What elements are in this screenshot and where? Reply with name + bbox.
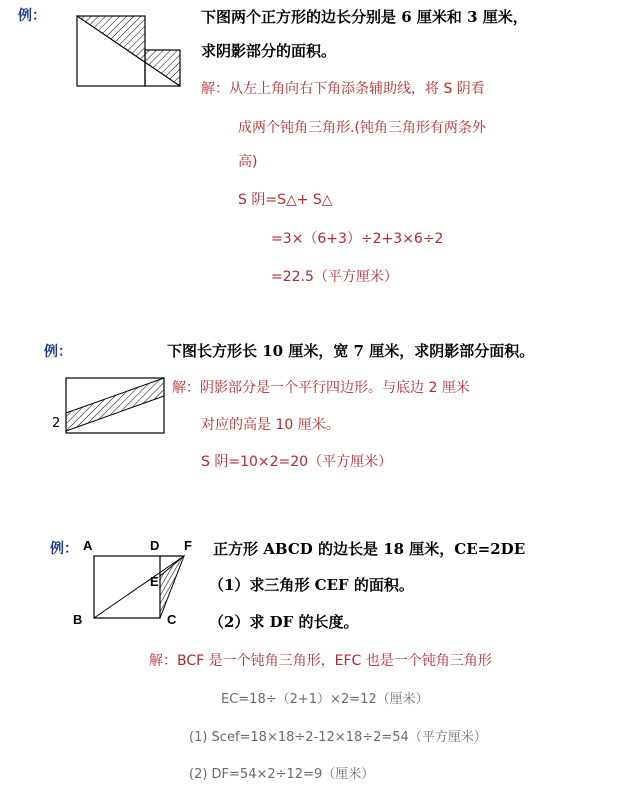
ex1-problem-line2: 求阴影部分的面积。 — [201, 42, 337, 60]
ex1-solution-line4: S 阴=S△+ S△ — [238, 192, 333, 208]
ex3-question1: （1）求三角形 CEF 的面积。 — [209, 576, 414, 594]
point-a-label: A — [83, 538, 93, 553]
point-c-label: C — [167, 612, 177, 627]
point-b-label: B — [73, 612, 83, 627]
shaded-parallelogram — [66, 378, 164, 431]
ex2-solution-line2: 对应的高是 10 厘米。 — [201, 417, 340, 433]
square-abcd — [94, 556, 160, 618]
ex3-solution-line3: (1) Scef=18×18÷2-12×18÷2=54（平方厘米） — [189, 730, 487, 745]
ex2-solution-line3: S 阴=10×2=20（平方厘米） — [201, 454, 393, 470]
ex3-label: 例： — [50, 541, 78, 557]
ex1-problem-line1: 下图两个正方形的边长分别是 6 厘米和 3 厘米， — [201, 8, 528, 26]
ex1-solution-line5: =3×（6+3）÷2+3×6÷2 — [271, 231, 444, 247]
ex3-problem: 正方形 ABCD 的边长是 18 厘米，CE=2DE — [213, 540, 526, 558]
point-d-label: D — [150, 538, 160, 553]
point-f-label: F — [184, 538, 192, 553]
ex1-label: 例： — [18, 8, 46, 24]
ex3-figure — [88, 552, 198, 622]
ex3-question2: （2）求 DF 的长度。 — [209, 613, 359, 631]
ex2-problem: 下图长方形长 10 厘米，宽 7 厘米，求阴影部分面积。 — [167, 342, 535, 360]
ex1-solution-line6: =22.5（平方厘米） — [271, 269, 398, 285]
ex2-side-label: 2 — [52, 416, 61, 431]
ex2-figure — [64, 376, 166, 436]
ex3-solution-line1: 解：BCF 是一个钝角三角形，EFC 也是一个钝角三角形 — [149, 653, 492, 669]
ex1-solution-line3: 高) — [238, 154, 258, 170]
ex2-solution-line1: 解：阴影部分是一个平行四边形。与底边 2 厘米 — [172, 380, 470, 396]
ex1-solution-line1: 解：从左上角向右下角添条辅助线，将 S 阴看 — [201, 81, 485, 97]
point-e-label: E — [150, 574, 159, 589]
ex3-solution-line4: (2) DF=54×2÷12=9（厘米） — [189, 767, 375, 782]
shaded-triangle-cef — [160, 556, 184, 618]
ex1-figure — [72, 14, 184, 90]
ex1-solution-line2: 成两个钝角三角形.(钝角三角形有两条外 — [238, 120, 486, 136]
ex2-label: 例： — [44, 344, 72, 360]
ex3-solution-line2: EC=18÷（2+1）×2=12（厘米） — [221, 692, 429, 707]
